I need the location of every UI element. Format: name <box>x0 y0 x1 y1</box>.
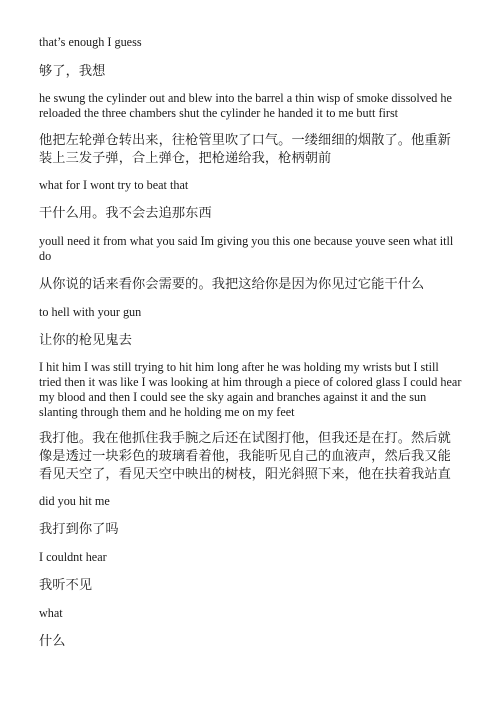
paragraph-en-1: that’s enough I guess <box>39 35 142 49</box>
paragraph-en-8: I couldnt hear <box>39 550 107 564</box>
paragraph-en-6: I hit him I was still trying to hit him long after he was holding my wrists but I still tried then it was like I was looking at him through a piece of colored glass I could hear my blood and then I could see the sky again and branches against it and the sun slanting through them and he holding me on my feet <box>39 360 462 419</box>
paragraph-en-4: youll need it from what you said Im giving you this one because youve seen what itll do <box>39 234 454 263</box>
paragraph-zh-3: 干什么用。我不会去追那东西 <box>39 206 212 221</box>
paragraph-zh-5: 让你的枪见鬼去 <box>39 333 133 348</box>
paragraph-en-3: what for I wont try to beat that <box>39 178 189 192</box>
paragraph-zh-6: 我打他。我在他抓住我手腕之后还在试图打他，但我还是在打。然后就像是透过一块彩色的玻璃看着他，我能听见自己的血液声，然后我又能看见天空了，看见天空中映出的树枝，阳光斜照下来，他在扶着我站直 <box>39 431 451 482</box>
paragraph-zh-8: 我听不见 <box>39 578 93 593</box>
paragraph-en-2: he swung the cylinder out and blew into the barrel a thin wisp of smoke dissolved he reloaded the three chambers shut the cylinder he handed it to me butt first <box>39 91 452 120</box>
paragraph-en-9: what <box>39 606 63 620</box>
paragraph-en-5: to hell with your gun <box>39 305 142 319</box>
paragraph-zh-1: 够了，我想 <box>39 64 106 79</box>
paragraph-en-7: did you hit me <box>39 494 110 508</box>
paragraph-zh-7: 我打到你了吗 <box>39 522 119 537</box>
paragraph-zh-9: 什么 <box>39 634 66 649</box>
paragraph-zh-4: 从你说的话来看你会需要的。我把这给你是因为你见过它能干什么 <box>39 277 425 292</box>
paragraph-zh-2: 他把左轮弹仓转出来，往枪管里吹了口气。一缕细细的烟散了。他重新装上三发子弹，合上弹仓，把枪递给我，枪柄朝前 <box>39 133 451 166</box>
